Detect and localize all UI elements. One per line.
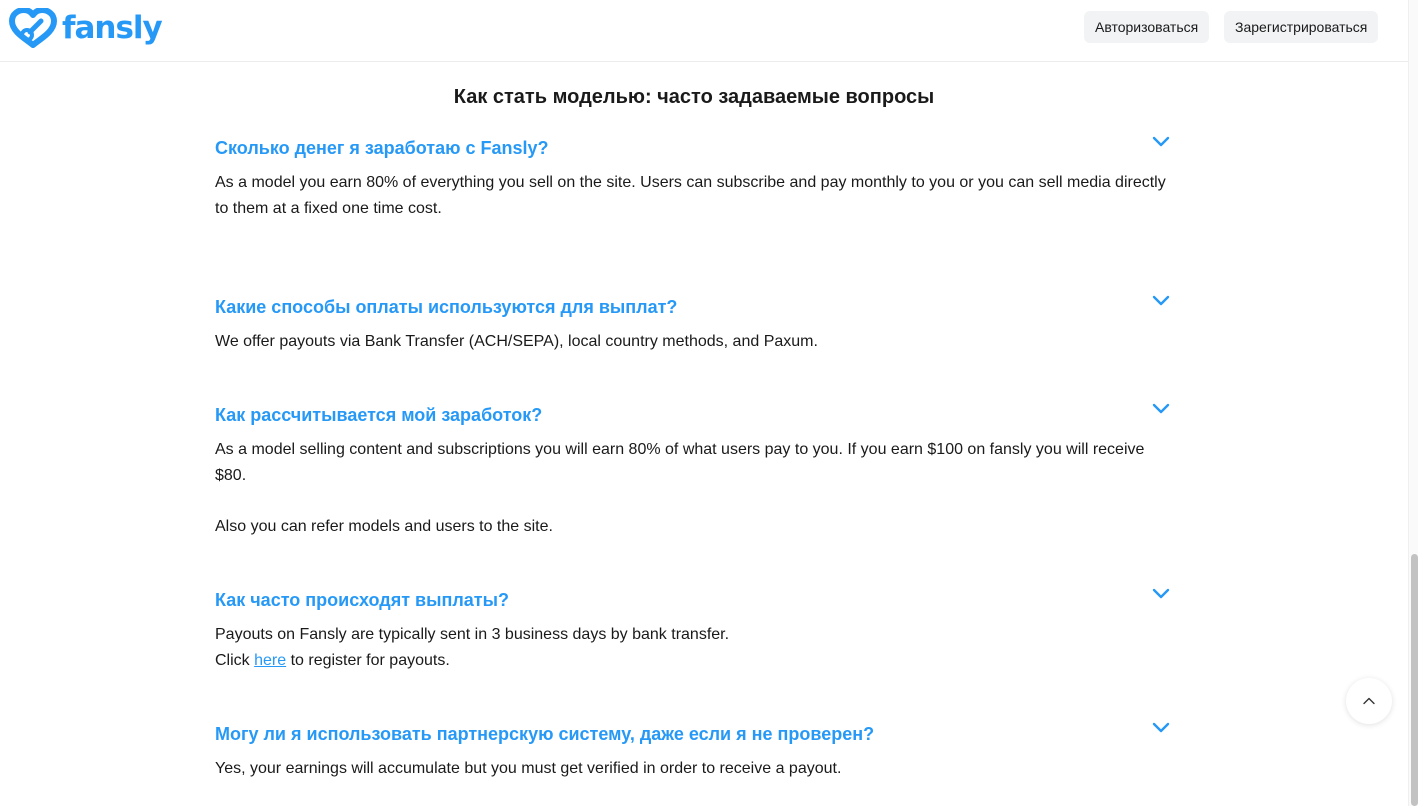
- heart-link-logo-icon: [8, 8, 58, 48]
- faq-question-text: Сколько денег я заработаю с Fansly?: [215, 138, 549, 158]
- register-payouts-link[interactable]: here: [254, 652, 287, 669]
- scrollbar-thumb[interactable]: [1411, 554, 1418, 806]
- faq-question[interactable]: [215, 295, 1170, 319]
- chevron-down-icon[interactable]: [1152, 719, 1170, 737]
- faq-answer-text: Yes, your earnings will accumulate but you must get verified in order to receive a payout.: [215, 760, 842, 777]
- faq-answer: [215, 329, 1170, 355]
- faq-answer: [215, 170, 1170, 222]
- faq-question-text: Могу ли я использовать партнерскую систему, даже если я не проверен?: [215, 724, 875, 744]
- faq-item: [215, 722, 1170, 782]
- faq-question[interactable]: [215, 403, 1170, 427]
- faq-question[interactable]: [215, 136, 1170, 160]
- signup-button[interactable]: Зарегистрироваться: [1224, 11, 1378, 43]
- chevron-down-icon[interactable]: [1152, 292, 1170, 310]
- fansly-logo[interactable]: [8, 8, 162, 48]
- faq-question-text: Как рассчитывается мой заработок?: [215, 405, 543, 425]
- chevron-down-icon[interactable]: [1152, 133, 1170, 151]
- faq-answer-text: As a model you earn 80% of everything you sell on the site. Users can subscribe and pay monthly to you or you can sell media directly to them at a fixed one time cost.: [215, 174, 1166, 217]
- faq-item: [215, 136, 1170, 222]
- faq-answer-text: As a model selling content and subscriptions you will earn 80% of what users pay to you. If you earn $100 on fansly you will receive $80.: [215, 441, 1145, 484]
- faq-question[interactable]: [215, 588, 1170, 612]
- logo-wordmark: fansly: [62, 10, 162, 46]
- page-title: Как стать моделью: часто задаваемые вопросы: [453, 86, 935, 108]
- faq-item: [215, 295, 1170, 355]
- back-to-top-button[interactable]: [1346, 678, 1392, 724]
- faq-answer-text: We offer payouts via Bank Transfer (ACH/SEPA), local country methods, and Paxum.: [215, 333, 818, 350]
- faq-answer-line: [215, 648, 1170, 674]
- faq-answer-text: Also you can refer models and users to the site.: [215, 518, 553, 535]
- faq-item: [215, 403, 1170, 540]
- faq-answer: [215, 437, 1170, 540]
- chevron-down-icon[interactable]: [1152, 400, 1170, 418]
- faq-answer-text: Payouts on Fansly are typically sent in 3 business days by bank transfer.: [215, 626, 730, 643]
- answer-suffix: to register for payouts.: [286, 652, 450, 669]
- faq-question[interactable]: [215, 722, 1170, 746]
- answer-prefix: Click: [215, 652, 255, 669]
- login-button[interactable]: Авторизоваться: [1084, 11, 1209, 43]
- faq-item: [215, 588, 1170, 674]
- chevron-up-icon: [1361, 693, 1377, 709]
- top-header: [0, 0, 1408, 62]
- faq-answer: [215, 756, 1170, 782]
- faq-answer: [215, 622, 1170, 674]
- faq-question-text: Как часто происходят выплаты?: [215, 590, 509, 610]
- chevron-down-icon[interactable]: [1152, 585, 1170, 603]
- page-scrollbar[interactable]: [1408, 0, 1418, 806]
- faq-question-text: Какие способы оплаты используются для выплат?: [215, 297, 678, 317]
